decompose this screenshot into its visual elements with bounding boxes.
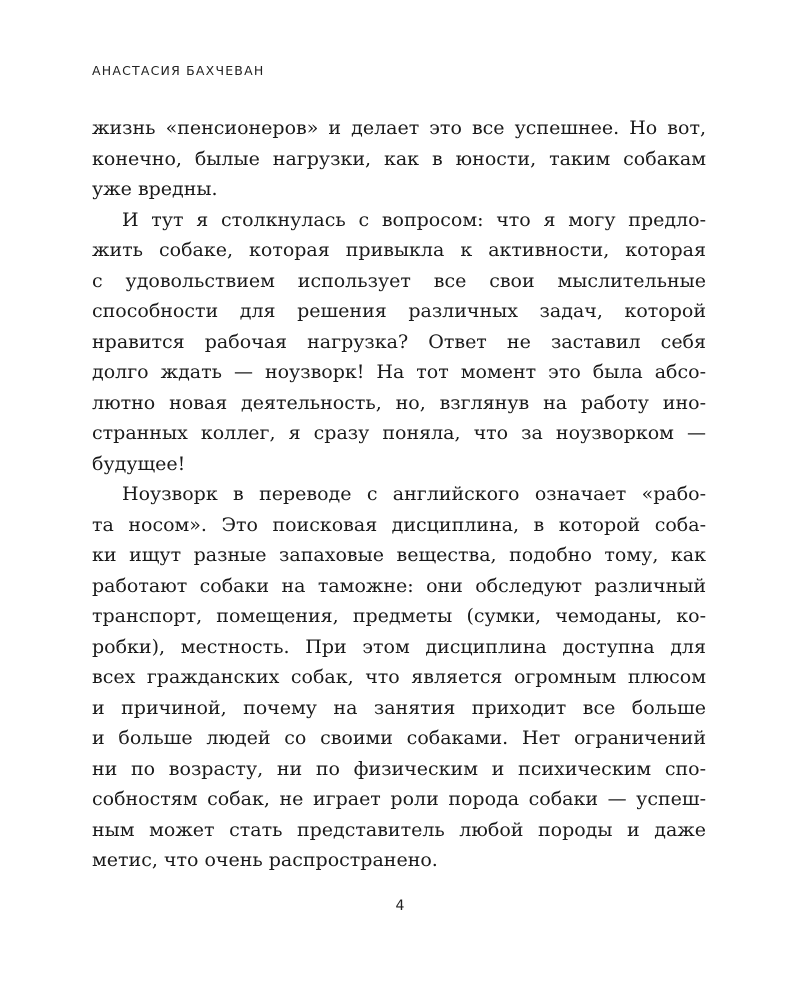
text-line: уже вредны. — [92, 178, 218, 200]
paragraph-1 — [92, 113, 706, 205]
text-line: ным может стать представитель любой породы и даже — [92, 818, 706, 841]
text-line: странных коллег, я сразу поняла, что за ноузворком — — [92, 422, 706, 444]
text-line: и причиной, почему на занятия приходит все больше — [92, 696, 706, 719]
text-line: ни по возрасту, ни по физическим и психическим спо- — [92, 757, 706, 780]
text-line: будущее! — [92, 452, 186, 475]
page-number: 4 — [395, 898, 405, 914]
text-line: И тут я столкнулась с вопросом: что я могу предло- — [122, 208, 706, 231]
text-line: работают собаки на таможне: они обследуют различный — [92, 574, 706, 597]
text-line: конечно, былые нагрузки, как в юности, таким собакам — [92, 147, 706, 170]
text-line: лютно новая деятельность, но, взглянув на работу ино- — [92, 391, 706, 414]
text-line: долго ждать — ноузворк! На тот момент это была абсо- — [92, 361, 706, 383]
text-line: жить собаке, которая привыкла к активности, которая — [92, 239, 706, 261]
text-line: ки ищут разные запаховые вещества, подобно тому, как — [92, 544, 706, 566]
text-line: всех гражданских собак, что является огромным плюсом — [92, 666, 706, 688]
text-line: собностям собак, не играет роли порода собаки — успеш- — [92, 788, 706, 810]
text-line: и больше людей со своими собаками. Нет ограничений — [92, 727, 706, 749]
text-line: Ноузворк в переводе с английского означает «рабо- — [122, 483, 706, 505]
paragraph-3 — [92, 479, 706, 876]
text-line: способности для решения различных задач, которой — [92, 300, 706, 322]
text-line: транспорт, помещения, предметы (сумки, чемоданы, ко- — [92, 605, 706, 627]
running-head-author: АНАСТАСИЯ БАХЧЕВАН — [92, 63, 265, 78]
text-line: нравится рабочая нагрузка? Ответ не заставил себя — [92, 330, 706, 353]
text-line: с удовольствием использует все свои мыслительные — [92, 269, 706, 292]
body-text — [92, 113, 706, 876]
text-line: жизнь «пенсионеров» и делает это все успешнее. Но вот, — [92, 117, 706, 139]
text-line: метис, что очень распространено. — [92, 849, 438, 871]
text-line: робки), местность. При этом дисциплина доступна для — [92, 635, 706, 658]
text-line: та носом». Это поисковая дисциплина, в которой соба- — [92, 513, 706, 536]
paragraph-2 — [92, 205, 706, 480]
